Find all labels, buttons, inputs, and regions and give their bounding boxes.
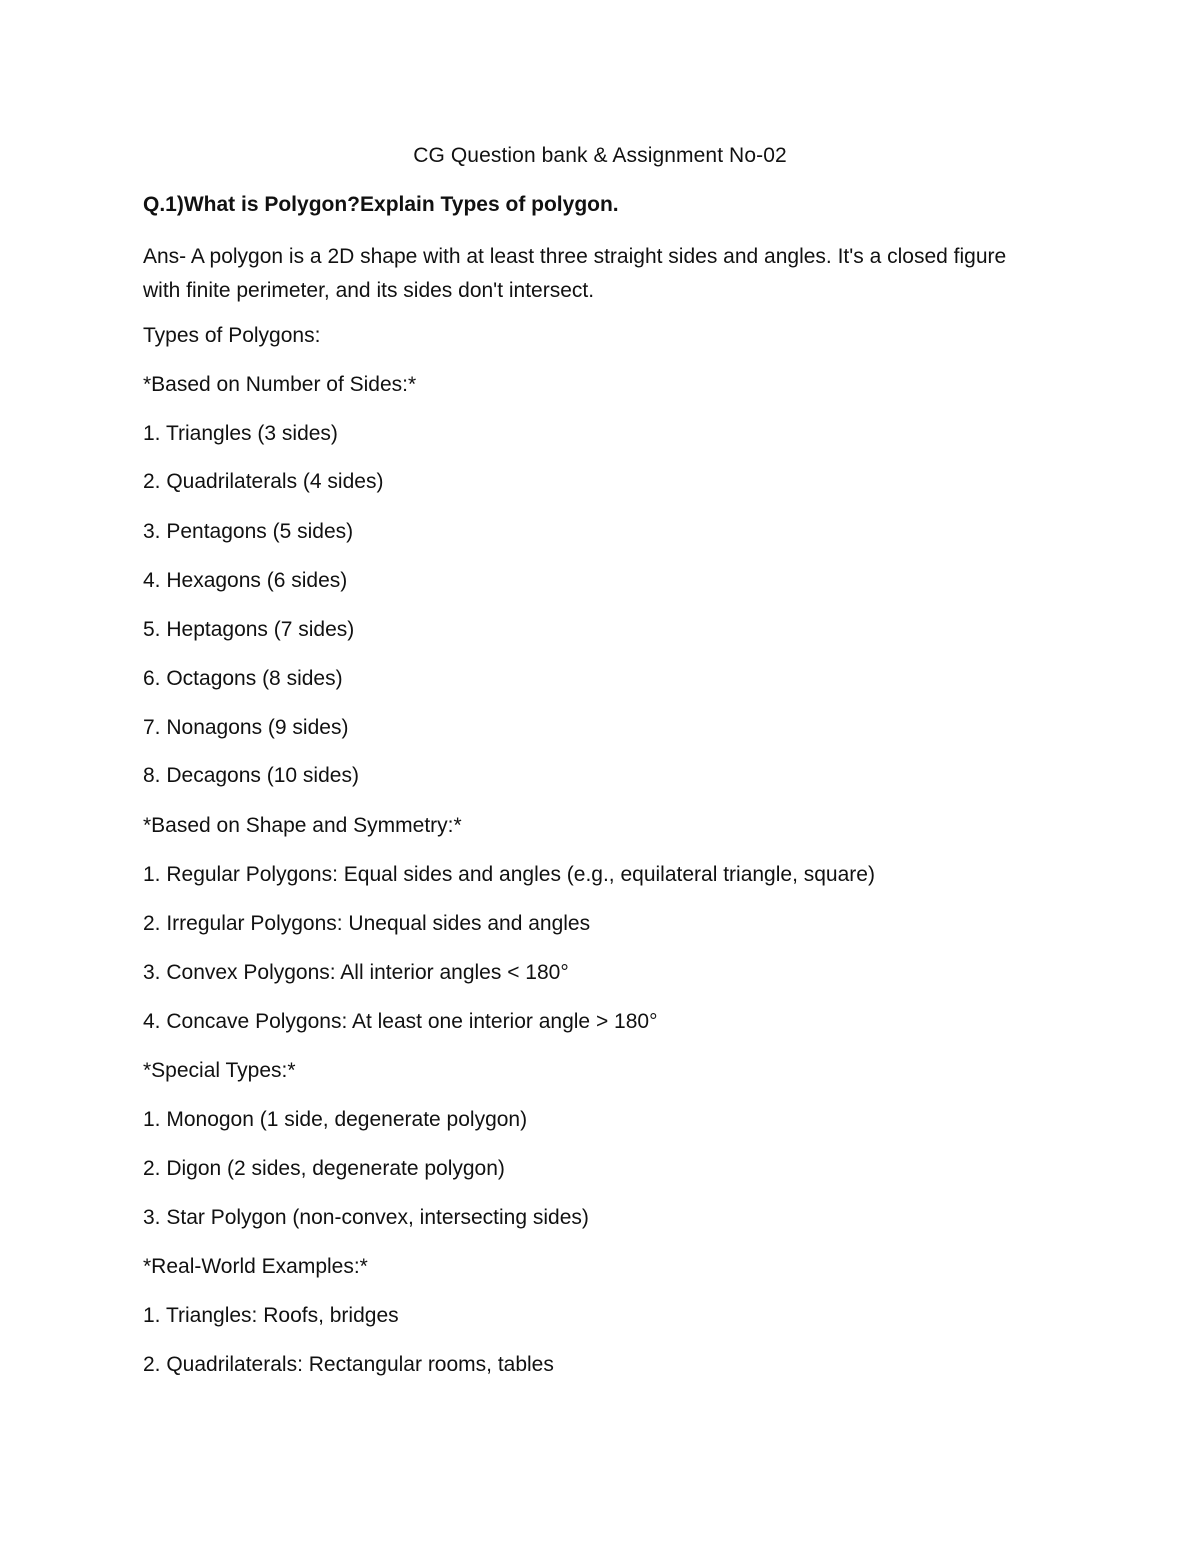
list-item: 2. Digon (2 sides, degenerate polygon) (143, 1157, 505, 1180)
list-item: 6. Octagons (8 sides) (143, 667, 343, 690)
list-item: 1. Triangles: Roofs, bridges (143, 1304, 399, 1327)
section-heading-sides: *Based on Number of Sides:* (143, 373, 417, 396)
list-item: 3. Convex Polygons: All interior angles < 180° (143, 961, 569, 984)
list-item: 1. Regular Polygons: Equal sides and angles (e.g., equilateral triangle, square) (143, 863, 875, 886)
types-heading: Types of Polygons: (143, 324, 321, 347)
list-item: 3. Star Polygon (non-convex, intersecting sides) (143, 1206, 589, 1229)
answer-paragraph: Ans- A polygon is a 2D shape with at least three straight sides and angles. It's a closed figure with finite perimeter, and its sides don't intersect. (143, 245, 1007, 302)
document-title: CG Question bank & Assignment No-02 (413, 144, 787, 167)
question-heading: Q.1)What is Polygon?Explain Types of polygon. (143, 193, 619, 216)
list-item: 4. Hexagons (6 sides) (143, 569, 348, 592)
list-item: 8. Decagons (10 sides) (143, 764, 359, 787)
list-item: 1. Triangles (3 sides) (143, 422, 338, 445)
list-item: 2. Quadrilaterals: Rectangular rooms, tables (143, 1353, 554, 1376)
list-item: 5. Heptagons (7 sides) (143, 618, 355, 641)
list-item: 7. Nonagons (9 sides) (143, 716, 349, 739)
section-heading-examples: *Real-World Examples:* (143, 1255, 368, 1278)
section-heading-special: *Special Types:* (143, 1059, 296, 1082)
list-item: 2. Quadrilaterals (4 sides) (143, 470, 384, 493)
list-item: 3. Pentagons (5 sides) (143, 520, 354, 543)
list-item: 1. Monogon (1 side, degenerate polygon) (143, 1108, 528, 1131)
section-heading-shape: *Based on Shape and Symmetry:* (143, 814, 462, 837)
list-item: 2. Irregular Polygons: Unequal sides and angles (143, 912, 591, 935)
list-item: 4. Concave Polygons: At least one interior angle > 180° (143, 1010, 658, 1033)
